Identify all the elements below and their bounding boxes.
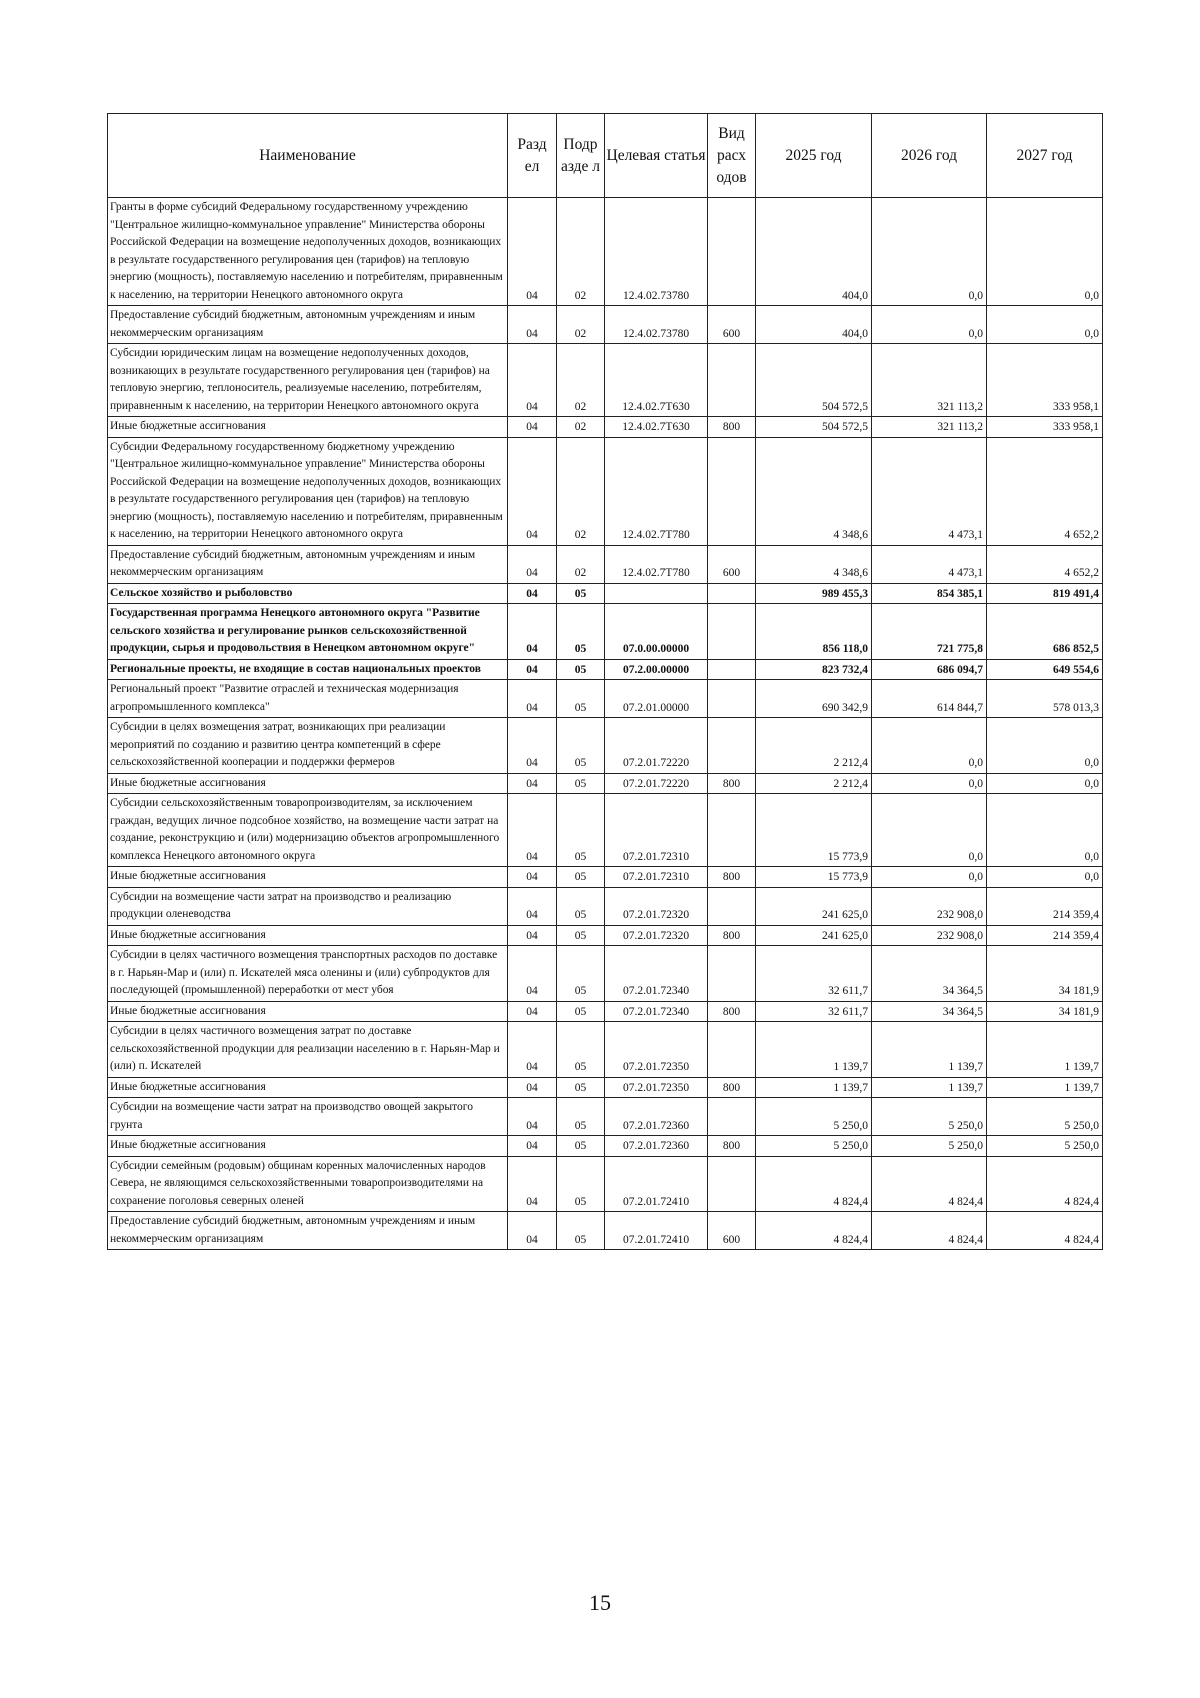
cell-2026: 4 473,1 <box>872 545 987 583</box>
cell-name: Иные бюджетные ассигнования <box>108 925 508 946</box>
cell-name: Иные бюджетные ассигнования <box>108 1077 508 1098</box>
cell-subsection: 02 <box>557 437 605 545</box>
cell-2026: 34 364,5 <box>872 1001 987 1022</box>
cell-target: 12.4.02.7Т630 <box>605 417 708 438</box>
cell-2027: 34 181,9 <box>987 1001 1103 1022</box>
cell-subsection: 05 <box>557 604 605 660</box>
cell-subsection: 05 <box>557 867 605 888</box>
cell-name: Субсидии юридическим лицам на возмещение недополученных доходов, возникающих в результате государственного регулирования цен (тарифов) на тепловую энергию, теплоноситель, реализуемые населению, потребителям, приравненным к населению, на территории Ненецкого автономного округа <box>108 344 508 417</box>
cell-2026: 1 139,7 <box>872 1022 987 1078</box>
cell-2027: 4 824,4 <box>987 1212 1103 1250</box>
cell-subsection: 02 <box>557 306 605 344</box>
cell-section: 04 <box>508 925 557 946</box>
cell-subsection: 02 <box>557 198 605 306</box>
cell-target: 12.4.02.73780 <box>605 198 708 306</box>
cell-type <box>708 946 756 1002</box>
cell-type <box>708 344 756 417</box>
cell-target: 07.2.01.72410 <box>605 1156 708 1212</box>
cell-2026: 686 094,7 <box>872 659 987 680</box>
table-row <box>108 794 1103 867</box>
cell-2026: 614 844,7 <box>872 680 987 718</box>
cell-2027: 686 852,5 <box>987 604 1103 660</box>
cell-type <box>708 583 756 604</box>
cell-subsection: 05 <box>557 773 605 794</box>
cell-2026: 321 113,2 <box>872 344 987 417</box>
cell-type <box>708 437 756 545</box>
cell-section: 04 <box>508 773 557 794</box>
cell-2025: 32 611,7 <box>756 1001 872 1022</box>
cell-target: 07.2.01.72320 <box>605 887 708 925</box>
cell-2025: 856 118,0 <box>756 604 872 660</box>
cell-section: 04 <box>508 1001 557 1022</box>
table-row <box>108 198 1103 306</box>
cell-type: 800 <box>708 773 756 794</box>
cell-name: Субсидии на возмещение части затрат на производство овощей закрытого грунта <box>108 1098 508 1136</box>
cell-subsection: 05 <box>557 1136 605 1157</box>
cell-target: 12.4.02.7Т780 <box>605 545 708 583</box>
cell-2025: 2 212,4 <box>756 718 872 774</box>
table-row <box>108 545 1103 583</box>
cell-name: Субсидии Федеральному государственному бюджетному учреждению "Центральное жилищно-коммунальное управление" Министерства обороны Российской Федерации на возмещение недополученных доходов, возникающих в результате государственного регулирования цен (тарифов) на тепловую энергию (мощность), поставляемую населению и потребителям, приравненным к населению, на территории Ненецкого автономного округа <box>108 437 508 545</box>
cell-2026: 0,0 <box>872 718 987 774</box>
cell-target: 07.2.01.72310 <box>605 794 708 867</box>
cell-2026: 4 824,4 <box>872 1212 987 1250</box>
cell-2025: 504 572,5 <box>756 417 872 438</box>
cell-2025: 241 625,0 <box>756 925 872 946</box>
cell-2027: 0,0 <box>987 867 1103 888</box>
cell-2025: 1 139,7 <box>756 1077 872 1098</box>
cell-2027: 0,0 <box>987 718 1103 774</box>
header-2025: 2025 год <box>756 114 872 198</box>
cell-name: Субсидии в целях частичного возмещения транспортных расходов по доставке в г. Нарьян-Мар и (или) п. Искателей мяса оленины и (или) субпродуктов для последующей (промышленной) переработки от мест убоя <box>108 946 508 1002</box>
cell-section: 04 <box>508 1156 557 1212</box>
table-row <box>108 659 1103 680</box>
cell-target: 12.4.02.7Т780 <box>605 437 708 545</box>
cell-subsection: 05 <box>557 925 605 946</box>
cell-type: 800 <box>708 1001 756 1022</box>
cell-target: 12.4.02.7Т630 <box>605 344 708 417</box>
table-row <box>108 680 1103 718</box>
header-section: Разд ел <box>508 114 557 198</box>
cell-subsection: 05 <box>557 718 605 774</box>
cell-subsection: 02 <box>557 344 605 417</box>
cell-target: 07.2.01.72220 <box>605 718 708 774</box>
cell-subsection: 05 <box>557 659 605 680</box>
table-row <box>108 417 1103 438</box>
cell-2026: 0,0 <box>872 773 987 794</box>
cell-section: 04 <box>508 344 557 417</box>
cell-subsection: 05 <box>557 1098 605 1136</box>
cell-name: Предоставление субсидий бюджетным, автономным учреждениям и иным некоммерческим организациям <box>108 306 508 344</box>
cell-section: 04 <box>508 887 557 925</box>
cell-section: 04 <box>508 1212 557 1250</box>
cell-type <box>708 604 756 660</box>
cell-target: 07.2.01.72360 <box>605 1136 708 1157</box>
table-row <box>108 718 1103 774</box>
cell-name: Субсидии семейным (родовым) общинам коренных малочисленных народов Севера, не являющимся сельскохозяйственными товаропроизводителями на сохранение поголовья северных оленей <box>108 1156 508 1212</box>
cell-2026: 0,0 <box>872 306 987 344</box>
cell-name: Иные бюджетные ассигнования <box>108 1136 508 1157</box>
cell-subsection: 05 <box>557 1212 605 1250</box>
cell-type: 800 <box>708 867 756 888</box>
cell-2026: 232 908,0 <box>872 925 987 946</box>
cell-target: 07.0.00.00000 <box>605 604 708 660</box>
cell-name: Иные бюджетные ассигнования <box>108 1001 508 1022</box>
cell-2026: 0,0 <box>872 867 987 888</box>
cell-subsection: 05 <box>557 794 605 867</box>
cell-2027: 1 139,7 <box>987 1022 1103 1078</box>
cell-subsection: 05 <box>557 887 605 925</box>
header-type: Вид расх одов <box>708 114 756 198</box>
cell-target: 07.2.01.72340 <box>605 946 708 1002</box>
cell-type <box>708 887 756 925</box>
cell-2026: 4 473,1 <box>872 437 987 545</box>
cell-2026: 4 824,4 <box>872 1156 987 1212</box>
cell-2026: 721 775,8 <box>872 604 987 660</box>
cell-2026: 0,0 <box>872 198 987 306</box>
cell-target: 07.2.01.72340 <box>605 1001 708 1022</box>
table-row <box>108 604 1103 660</box>
cell-section: 04 <box>508 604 557 660</box>
cell-2027: 214 359,4 <box>987 925 1103 946</box>
cell-section: 04 <box>508 794 557 867</box>
cell-2026: 232 908,0 <box>872 887 987 925</box>
cell-name: Субсидии в целях частичного возмещения затрат по доставке сельскохозяйственной продукции для реализации населению в г. Нарьян-Мар и (или) п. Искателей <box>108 1022 508 1078</box>
cell-2027: 34 181,9 <box>987 946 1103 1002</box>
cell-type <box>708 1098 756 1136</box>
cell-2027: 0,0 <box>987 306 1103 344</box>
page-number: 15 <box>589 1590 611 1615</box>
cell-target: 07.2.00.00000 <box>605 659 708 680</box>
cell-name: Субсидии сельскохозяйственным товаропроизводителям, за исключением граждан, ведущих личное подсобное хозяйство, на возмещение части затрат на создание, реконструкцию и (или) модернизацию объектов агропромышленного комплекса Ненецкого автономного округа <box>108 794 508 867</box>
table-row <box>108 1098 1103 1136</box>
cell-2025: 15 773,9 <box>756 794 872 867</box>
cell-name: Предоставление субсидий бюджетным, автономным учреждениям и иным некоммерческим организациям <box>108 1212 508 1250</box>
cell-type: 800 <box>708 1077 756 1098</box>
cell-name: Субсидии на возмещение части затрат на производство и реализацию продукции оленеводства <box>108 887 508 925</box>
cell-type: 600 <box>708 545 756 583</box>
cell-subsection: 05 <box>557 1001 605 1022</box>
cell-section: 04 <box>508 437 557 545</box>
cell-2025: 4 348,6 <box>756 437 872 545</box>
cell-section: 04 <box>508 198 557 306</box>
table-row <box>108 1156 1103 1212</box>
cell-2026: 1 139,7 <box>872 1077 987 1098</box>
cell-target: 07.2.01.72320 <box>605 925 708 946</box>
table-row <box>108 1077 1103 1098</box>
table-row <box>108 773 1103 794</box>
cell-subsection: 02 <box>557 545 605 583</box>
cell-type <box>708 718 756 774</box>
table-body <box>108 198 1103 1250</box>
table-row <box>108 1022 1103 1078</box>
cell-type <box>708 198 756 306</box>
cell-type: 800 <box>708 1136 756 1157</box>
cell-2025: 404,0 <box>756 306 872 344</box>
cell-type: 600 <box>708 1212 756 1250</box>
table-row <box>108 946 1103 1002</box>
cell-2027: 4 652,2 <box>987 545 1103 583</box>
cell-section: 04 <box>508 1022 557 1078</box>
cell-2027: 5 250,0 <box>987 1136 1103 1157</box>
cell-type: 800 <box>708 925 756 946</box>
cell-section: 04 <box>508 1077 557 1098</box>
cell-section: 04 <box>508 680 557 718</box>
cell-name: Государственная программа Ненецкого автономного округа "Развитие сельского хозяйства и регулирование рынков сельскохозяйственной продукции, сырья и продовольствия в Ненецком автономном округе" <box>108 604 508 660</box>
cell-type <box>708 794 756 867</box>
cell-2025: 5 250,0 <box>756 1136 872 1157</box>
cell-section: 04 <box>508 1136 557 1157</box>
cell-2025: 1 139,7 <box>756 1022 872 1078</box>
cell-type <box>708 1156 756 1212</box>
cell-name: Иные бюджетные ассигнования <box>108 417 508 438</box>
table-row <box>108 583 1103 604</box>
cell-2025: 989 455,3 <box>756 583 872 604</box>
cell-target: 12.4.02.73780 <box>605 306 708 344</box>
table-row <box>108 344 1103 417</box>
cell-2027: 1 139,7 <box>987 1077 1103 1098</box>
table-row <box>108 867 1103 888</box>
cell-2025: 4 824,4 <box>756 1212 872 1250</box>
cell-section: 04 <box>508 417 557 438</box>
cell-2025: 404,0 <box>756 198 872 306</box>
cell-type <box>708 680 756 718</box>
cell-type <box>708 1022 756 1078</box>
cell-2027: 578 013,3 <box>987 680 1103 718</box>
cell-name: Субсидии в целях возмещения затрат, возникающих при реализации мероприятий по созданию и развитию центра компетенций в сфере сельскохозяйственной кооперации и поддержки фермеров <box>108 718 508 774</box>
table-row <box>108 887 1103 925</box>
cell-2027: 333 958,1 <box>987 344 1103 417</box>
cell-2025: 504 572,5 <box>756 344 872 417</box>
cell-name: Предоставление субсидий бюджетным, автономным учреждениям и иным некоммерческим организациям <box>108 545 508 583</box>
cell-2027: 819 491,4 <box>987 583 1103 604</box>
header-2027: 2027 год <box>987 114 1103 198</box>
cell-target: 07.2.01.72350 <box>605 1022 708 1078</box>
cell-section: 04 <box>508 583 557 604</box>
cell-2026: 321 113,2 <box>872 417 987 438</box>
cell-2026: 34 364,5 <box>872 946 987 1002</box>
cell-name: Иные бюджетные ассигнования <box>108 773 508 794</box>
cell-2026: 5 250,0 <box>872 1098 987 1136</box>
cell-2026: 0,0 <box>872 794 987 867</box>
cell-section: 04 <box>508 718 557 774</box>
cell-2027: 5 250,0 <box>987 1098 1103 1136</box>
cell-2025: 2 212,4 <box>756 773 872 794</box>
cell-section: 04 <box>508 867 557 888</box>
cell-2027: 649 554,6 <box>987 659 1103 680</box>
cell-subsection: 02 <box>557 417 605 438</box>
table-header-row <box>108 114 1103 198</box>
header-subsection: Подр азде л <box>557 114 605 198</box>
cell-name: Сельское хозяйство и рыболовство <box>108 583 508 604</box>
cell-2025: 4 348,6 <box>756 545 872 583</box>
cell-type: 800 <box>708 417 756 438</box>
cell-name: Гранты в форме субсидий Федеральному государственному учреждению "Центральное жилищно-коммунальное управление" Министерства обороны Российской Федерации на возмещение недополученных доходов, возникающих в результате государственного регулирования цен (тарифов) на тепловую энергию (мощность), поставляемую населению и потребителям, приравненным к населению, на территории Ненецкого автономного округа <box>108 198 508 306</box>
cell-2025: 32 611,7 <box>756 946 872 1002</box>
header-target: Целевая статья <box>605 114 708 198</box>
cell-section: 04 <box>508 659 557 680</box>
cell-2027: 0,0 <box>987 794 1103 867</box>
cell-subsection: 05 <box>557 1156 605 1212</box>
cell-subsection: 05 <box>557 1077 605 1098</box>
cell-subsection: 05 <box>557 946 605 1002</box>
cell-2025: 823 732,4 <box>756 659 872 680</box>
cell-section: 04 <box>508 1098 557 1136</box>
cell-name: Иные бюджетные ассигнования <box>108 867 508 888</box>
cell-subsection: 05 <box>557 1022 605 1078</box>
table-row <box>108 1136 1103 1157</box>
cell-type <box>708 659 756 680</box>
cell-section: 04 <box>508 306 557 344</box>
header-name: Наименование <box>108 114 508 198</box>
cell-target: 07.2.01.72310 <box>605 867 708 888</box>
cell-section: 04 <box>508 545 557 583</box>
cell-2025: 241 625,0 <box>756 887 872 925</box>
cell-target: 07.2.01.00000 <box>605 680 708 718</box>
cell-2026: 854 385,1 <box>872 583 987 604</box>
table-row <box>108 437 1103 545</box>
cell-2026: 5 250,0 <box>872 1136 987 1157</box>
cell-target: 07.2.01.72350 <box>605 1077 708 1098</box>
cell-section: 04 <box>508 946 557 1002</box>
budget-table <box>107 113 1103 1250</box>
cell-target: 07.2.01.72220 <box>605 773 708 794</box>
cell-2027: 4 824,4 <box>987 1156 1103 1212</box>
cell-target <box>605 583 708 604</box>
cell-2027: 333 958,1 <box>987 417 1103 438</box>
table-row <box>108 1212 1103 1250</box>
header-2026: 2026 год <box>872 114 987 198</box>
table-row <box>108 925 1103 946</box>
table-row <box>108 306 1103 344</box>
cell-type: 600 <box>708 306 756 344</box>
cell-2025: 15 773,9 <box>756 867 872 888</box>
cell-2027: 0,0 <box>987 198 1103 306</box>
cell-2027: 4 652,2 <box>987 437 1103 545</box>
table-row <box>108 1001 1103 1022</box>
cell-name: Региональный проект "Развитие отраслей и техническая модернизация агропромышленного комплекса" <box>108 680 508 718</box>
cell-target: 07.2.01.72360 <box>605 1098 708 1136</box>
cell-subsection: 05 <box>557 680 605 718</box>
cell-2027: 214 359,4 <box>987 887 1103 925</box>
cell-2025: 5 250,0 <box>756 1098 872 1136</box>
cell-2025: 4 824,4 <box>756 1156 872 1212</box>
cell-target: 07.2.01.72410 <box>605 1212 708 1250</box>
cell-subsection: 05 <box>557 583 605 604</box>
cell-name: Региональные проекты, не входящие в состав национальных проектов <box>108 659 508 680</box>
cell-2027: 0,0 <box>987 773 1103 794</box>
cell-2025: 690 342,9 <box>756 680 872 718</box>
